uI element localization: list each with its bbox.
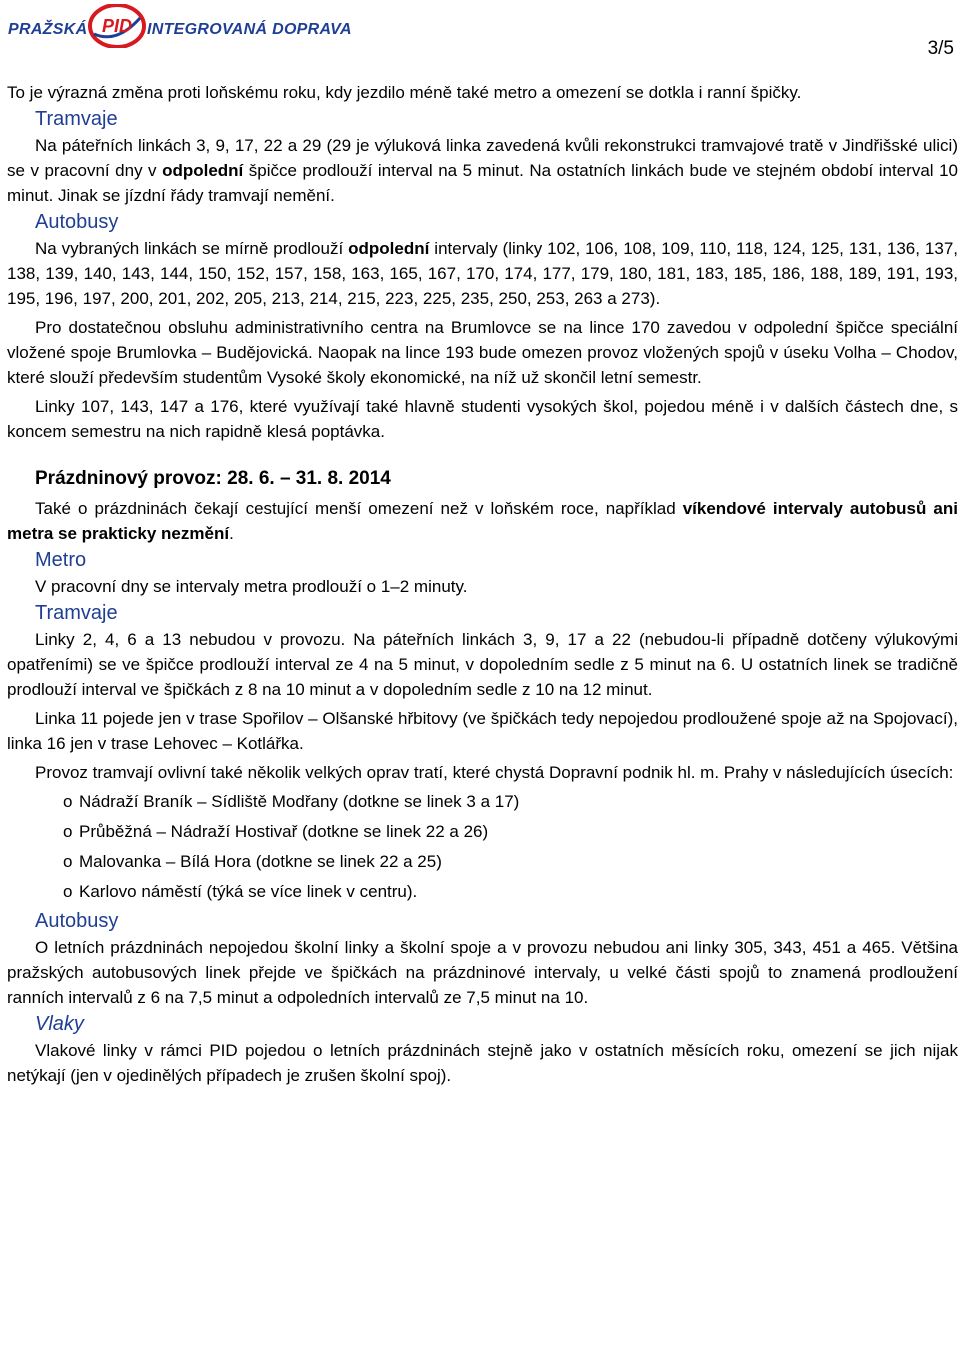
- bullet-marker: o: [63, 882, 73, 901]
- bullet-marker: o: [63, 792, 73, 811]
- bus-paragraph: Na vybraných linkách se mírně prodlouží odpolední intervaly (linky 102, 106, 108, 109, 110, 118, 124, 125, 131, 136, 137, 138, 139, 140, 143, 144, 150, 152, 157, 158, 163, 165, 167, 170, 174, 177, 179, 180, 181, 183, 185, 186, 188, 189, 191, 193, 195, 196, 197, 200, 201, 202, 205, 213, 214, 215, 223, 225, 235, 250, 253, 263 a 273).: [7, 239, 958, 308]
- bullet-marker: o: [63, 822, 73, 841]
- intro-paragraph: To je výrazná změna proti loňskému roku, kdy jezdilo méně také metro a omezení se dotkla i ranní špičky.: [7, 83, 802, 102]
- pid-header: [6, 4, 366, 48]
- tram-section-title: Tramvaje: [35, 108, 118, 130]
- list-item: o Malovanka – Bílá Hora (dotkne se linek 22 a 25): [63, 847, 958, 877]
- tram-holiday-paragraph: Linky 2, 4, 6 a 13 nebudou v provozu. Na páteřních linkách 3, 9, 17 a 22 (nebudou-li případně dotčeny výlukovými opatřeními) se ve špičce prodlouží interval ze 4 na 5 minut, v dopoledním sedle z 5 minut na 6. U ostatních linek se tradičně prodlouží interval ve špičkách z 8 na 10 minut a v dopoledním sedle z 10 na 12 minut.: [7, 630, 958, 699]
- list-item: o Průběžná – Nádraží Hostivař (dotkne se linek 22 a 26): [63, 817, 958, 847]
- train-section-title: Vlaky: [35, 1013, 84, 1035]
- metro-paragraph: V pracovní dny se intervaly metra prodlouží o 1–2 minuty.: [35, 577, 468, 596]
- logo-text: PID: [101, 16, 133, 36]
- page-number: 3/5: [927, 38, 954, 59]
- repairs-paragraph: Provoz tramvají ovlivní také několik velkých oprav tratí, které chystá Dopravní podnik hl. m. Prahy v následujících úsecích:: [35, 763, 954, 782]
- repairs-list: [7, 787, 958, 907]
- brand-right-text: INTEGROVANÁ DOPRAVA: [147, 21, 352, 38]
- bus-holiday-paragraph: O letních prázdninách nepojedou školní linky a školní spoje a v provozu nebudou ani linky 305, 343, 451 a 465. Většina pražských autobusových linek přejde ve špičkách na prázdninové intervaly, u velké části spojů to znamená prodloužení ranních intervalů z 6 na 7,5 minut a odpoledních intervalů ze 7,5 minut na 10.: [7, 938, 958, 1007]
- university-lines-paragraph: Linky 107, 143, 147 a 176, které využívají také hlavně studenti vysokých škol, pojedou méně i v dalších částech dne, s koncem semestru na nich rapidně klesá poptávka.: [7, 397, 958, 441]
- train-paragraph: Vlakové linky v rámci PID pojedou o letních prázdninách stejně jako v ostatních měsících roku, omezení se jich nijak netýkají (jen v ojedinělých případech je zrušen školní spoj).: [7, 1041, 958, 1085]
- main-content: [7, 80, 958, 1088]
- brumlovka-paragraph: Pro dostatečnou obsluhu administrativního centra na Brumlovce se na lince 170 zavedou v odpolední špičce speciální vložené spoje Brumlovka – Budějovická. Naopak na lince 193 bude omezen provoz vložených spojů v úseku Volha – Chodov, které slouží především studentům Vysoké školy ekonomické, na níž už skončil letní semestr.: [7, 318, 958, 387]
- bus-section-title: Autobusy: [35, 211, 119, 233]
- pid-logo: [88, 4, 146, 48]
- metro-section-title: Metro: [35, 549, 87, 571]
- holiday-paragraph: Také o prázdninách čekají cestující menší omezení než v loňském roce, například víkendové intervaly autobusů ani metra se prakticky nezmění.: [7, 499, 958, 543]
- holiday-heading: Prázdninový provoz: 28. 6. – 31. 8. 2014: [35, 468, 391, 489]
- tram-holiday-section-title: Tramvaje: [35, 602, 118, 624]
- tram-paragraph: Na páteřních linkách 3, 9, 17, 22 a 29 (29 je výluková linka zavedená kvůli rekonstrukci tramvajové tratě v Jindřišské ulici) se v pracovní dny v odpolední špičce prodlouží interval na 5 minut. Na ostatních linkách bude ve stejném období interval 10 minut. Jinak se jízdní řády tramvají nemění.: [7, 136, 958, 205]
- line-11-paragraph: Linka 11 pojede jen v trase Spořilov – Olšanské hřbitovy (ve špičkách tedy nepojedou prodloužené spoje až na Spojovací), linka 16 jen v trase Lehovec – Kotlářka.: [7, 709, 958, 753]
- brand-left-text: PRAŽSKÁ: [8, 21, 88, 38]
- list-item: o Nádraží Braník – Sídliště Modřany (dotkne se linek 3 a 17): [63, 787, 958, 817]
- bus-holiday-section-title: Autobusy: [35, 910, 119, 932]
- bullet-marker: o: [63, 852, 73, 871]
- list-item: o Karlovo náměstí (týká se více linek v centru).: [63, 877, 958, 907]
